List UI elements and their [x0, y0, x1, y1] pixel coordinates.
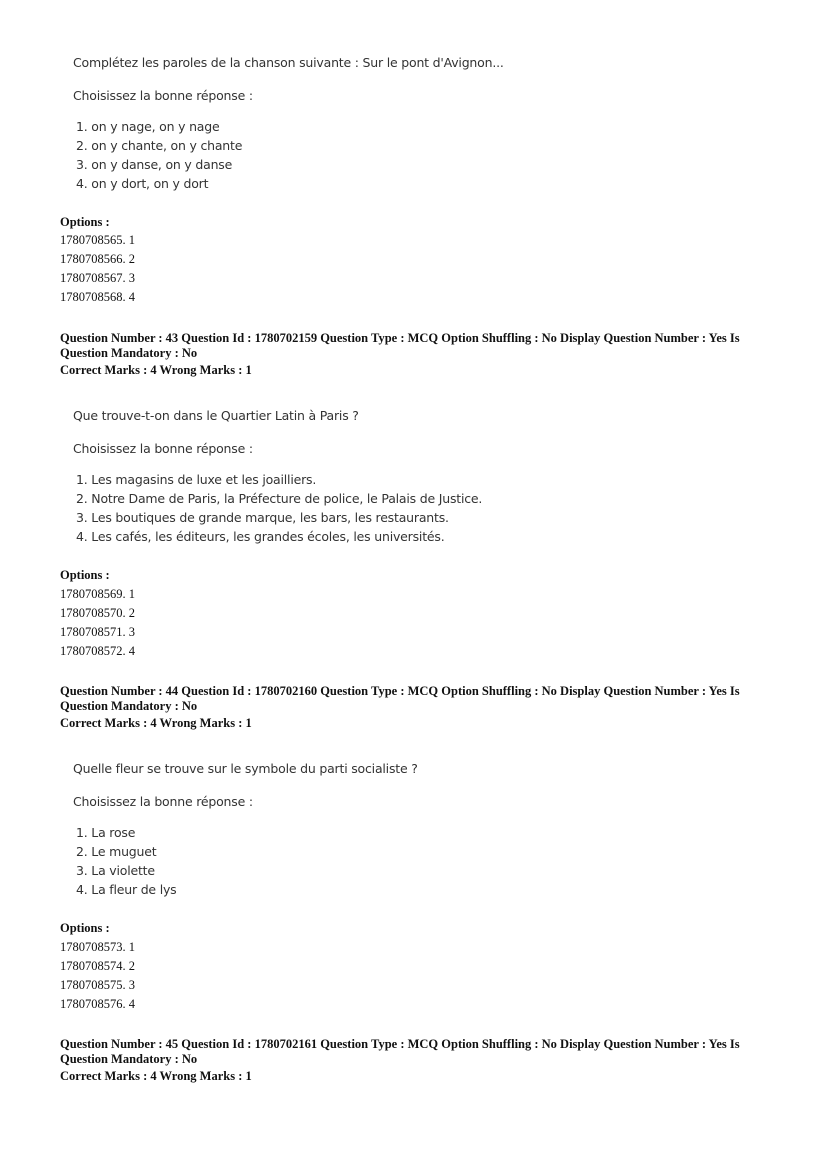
choice-list [76, 117, 242, 193]
option-item: 1780708569. 1 [60, 587, 135, 601]
options-list [60, 585, 135, 661]
choice-item: 4. on y dort, on y dort [76, 176, 209, 191]
question-text: Quelle fleur se trouve sur le symbole du parti socialiste ? [73, 761, 418, 776]
choice-item: 2. Notre Dame de Paris, la Préfecture de police, le Palais de Justice. [76, 491, 483, 506]
question-meta [60, 331, 760, 378]
choice-item: 2. Le muguet [76, 844, 157, 859]
question-meta-line: Question Mandatory : No [60, 699, 198, 713]
choice-item: 3. on y danse, on y danse [76, 157, 233, 172]
option-item: 1780708576. 4 [60, 997, 135, 1011]
options-list [60, 938, 135, 1014]
option-item: 1780708573. 1 [60, 940, 135, 954]
option-item: 1780708568. 4 [60, 290, 135, 304]
options-list [60, 231, 135, 307]
options-label: Options : [60, 215, 110, 229]
option-item: 1780708570. 2 [60, 606, 135, 620]
question-instruction: Choisissez la bonne réponse : [73, 88, 253, 103]
choice-item: 4. La fleur de lys [76, 882, 177, 897]
options-label: Options : [60, 568, 110, 582]
choice-item: 3. La violette [76, 863, 155, 878]
question-meta-line: Question Mandatory : No [60, 346, 198, 360]
option-item: 1780708565. 1 [60, 233, 135, 247]
question-meta [60, 1037, 760, 1084]
option-item: 1780708574. 2 [60, 959, 135, 973]
choice-item: 1. on y nage, on y nage [76, 119, 220, 134]
choice-item: 3. Les boutiques de grande marque, les bars, les restaurants. [76, 510, 449, 525]
options-label: Options : [60, 921, 110, 935]
option-item: 1780708571. 3 [60, 625, 135, 639]
option-item: 1780708572. 4 [60, 644, 135, 658]
question-meta [60, 684, 760, 731]
choice-item: 1. La rose [76, 825, 136, 840]
question-instruction: Choisissez la bonne réponse : [73, 441, 253, 456]
choice-item: 2. on y chante, on y chante [76, 138, 243, 153]
question-meta-line: Question Number : 43 Question Id : 1780702159 Question Type : MCQ Option Shuffling : No Display Question Number : Yes Is [60, 331, 740, 345]
option-item: 1780708575. 3 [60, 978, 135, 992]
question-meta-line: Question Number : 45 Question Id : 1780702161 Question Type : MCQ Option Shuffling : No Display Question Number : Yes Is [60, 1037, 740, 1051]
question-text: Que trouve-t-on dans le Quartier Latin à Paris ? [73, 408, 359, 423]
question-marks: Correct Marks : 4 Wrong Marks : 1 [60, 1069, 252, 1083]
option-item: 1780708567. 3 [60, 271, 135, 285]
question-instruction: Choisissez la bonne réponse : [73, 794, 253, 809]
choice-item: 4. Les cafés, les éditeurs, les grandes écoles, les universités. [76, 529, 445, 544]
question-meta-line: Question Number : 44 Question Id : 1780702160 Question Type : MCQ Option Shuffling : No Display Question Number : Yes Is [60, 684, 740, 698]
question-marks: Correct Marks : 4 Wrong Marks : 1 [60, 363, 252, 377]
question-meta-line: Question Mandatory : No [60, 1052, 198, 1066]
choice-list [76, 470, 482, 546]
choice-list [76, 823, 176, 899]
choice-item: 1. Les magasins de luxe et les joailliers. [76, 472, 317, 487]
question-marks: Correct Marks : 4 Wrong Marks : 1 [60, 716, 252, 730]
question-text: Complétez les paroles de la chanson suivante : Sur le pont d'Avignon... [73, 55, 504, 70]
option-item: 1780708566. 2 [60, 252, 135, 266]
